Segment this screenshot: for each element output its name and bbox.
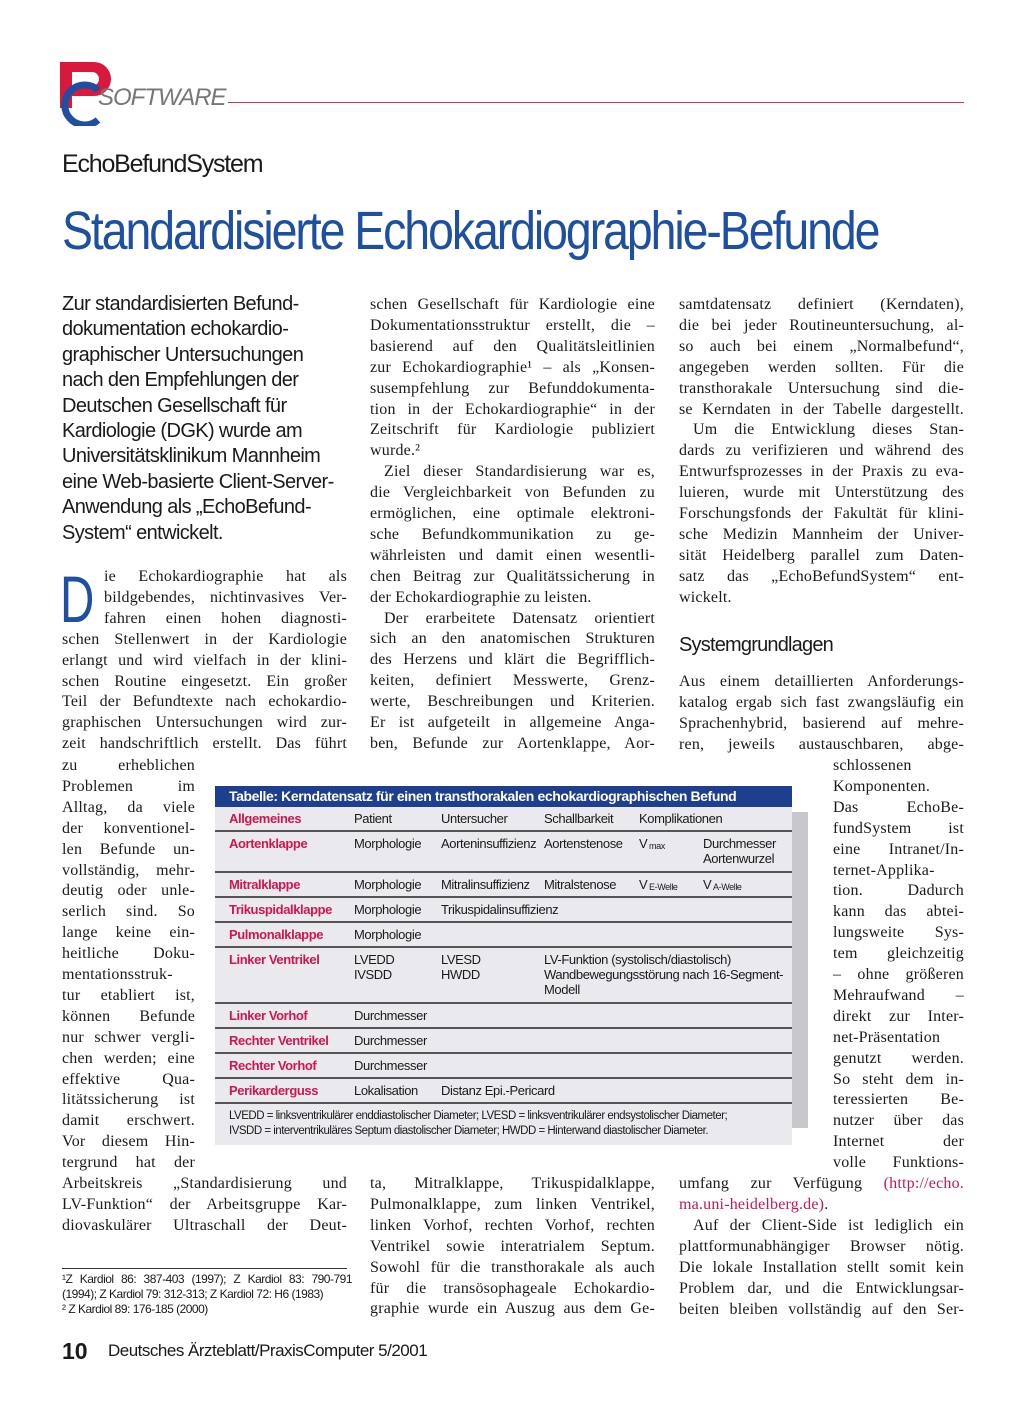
text-line: beiten bleiben vollständig auf den Ser- [679,1300,964,1318]
text-line: schen Stellenwert in der Kardiologie [62,630,347,648]
text-line: direkt zur Inter- [833,1007,964,1025]
text-line: Sprachenhybrid, basierend auf mehre- [679,714,964,732]
section-heading: Systemgrundlagen [679,634,833,656]
text-line: für die transösophageale Echokardio- [370,1279,655,1297]
text-line: tion. Dadurch [833,882,964,900]
text-line: linken Vorhof, rechten Vorhof, rechten [370,1216,655,1234]
text-line: ternet-Applika- [833,861,935,879]
text-line: zu erheblichen [62,757,195,774]
table-row [215,1054,792,1079]
table-title: Tabelle: Kerndatensatz für einen transthorakalen echokardiographischen Befund [215,786,792,807]
row-label: Mitralklappe [229,877,301,892]
table-legend [215,1104,792,1145]
text-line: sich an den anatomischen Strukturen [370,630,655,648]
text-line: tem gleichzeitig [833,945,964,963]
table-cell: Morphologie [354,927,422,942]
table-row [215,1029,792,1054]
table-cell: LVEDD [354,952,395,967]
table-row [215,1004,792,1029]
text-line: diovaskulärer Ultraschall der Deut- [62,1216,347,1234]
core-data-table [215,786,792,1145]
text-line: ermöglichen, eine optimale elektroni- [370,505,655,522]
text-line: ben, Befunde zur Aortenklappe, Aor- [370,734,655,752]
table-cell: Distanz Epi.-Pericard [441,1083,555,1098]
row-label: Linker Ventrikel [229,952,320,967]
table-cell: Durchmesser [354,1058,427,1073]
text-line: vollständig, mehr- [62,861,195,879]
table-cell: Wandbewegungsstörung nach 16-Segment- [544,967,784,982]
row-label: Rechter Vorhof [229,1058,317,1073]
text-line: nur schwer vergli- [62,1028,195,1046]
text-line: ie Echokardiographie hat als [104,568,347,585]
lead-line: eine Web-basierte Client-Server- [62,470,334,493]
text-line: mentationsstruk- [62,966,173,983]
text-line: Er ist aufgeteilt in allgemeine Anga- [370,714,655,731]
table-cell: Morphologie [354,877,422,892]
text-line: net-Präsentation [833,1028,941,1046]
text-line: Alltag, da viele [62,798,195,816]
text-line: Entwurfsprozesses in der Praxis zu eva- [679,463,964,481]
text-line: währleisten und damit einen wesentli- [370,546,655,564]
row-label: Trikuspidalklappe [229,902,333,917]
table-cell: Morphologie [354,836,422,851]
text-line: len Befunde un- [62,840,195,858]
article-kicker: EchoBefundSystem [62,150,263,178]
text-line: Internet der [833,1133,964,1151]
text-line: ren, jeweils austauschbaren, abge- [679,735,964,753]
text-line: luieren, wurde mit Unterstützung des [679,484,964,502]
text-line: basierend auf den Qualitätsleitlinien [370,337,655,355]
text-line: schlossenen [833,757,912,774]
footnote-rule [62,1268,347,1269]
row-label: Pulmonalklappe [229,927,324,942]
text-line: chen Beitrag zur Qualitätssicherung in [370,567,655,585]
text-line: Pulmonalklappe, zum linken Ventrikel, [370,1195,655,1213]
text-line: eine Intranet/In- [833,840,964,858]
text-line: Problem dar, und die Entwicklungsar- [679,1279,964,1297]
website-link-cont[interactable]: ma.uni-heidelberg.de) [679,1196,825,1213]
page-number: 10 [62,1338,88,1364]
website-link[interactable]: (http://echo. [883,1175,964,1192]
text-line: Mehraufwand – [833,986,964,1004]
text-line: sität Heidelberg parallel zum Daten- [679,546,964,564]
text-line: Sowohl für die transthorakale als auch [370,1258,655,1276]
text-line: Forschungsfonds der Fakultät für klini- [679,505,964,522]
table-cell: V [703,877,712,892]
table-cell: IVSDD [354,967,392,982]
table-cell: V [639,877,648,892]
text-line: wurde.² [370,442,421,460]
lead-line: nach den Empfehlungen der [62,369,299,392]
text-line: Ventrikel sowie interatrialem Septum. [370,1237,655,1255]
text-line: Aus einem detaillierten Anforderungs- [679,673,964,690]
text-line: samtdatensatz definiert (Kerndaten), [679,296,964,313]
table-cell: Lokalisation [354,1083,418,1098]
text-line: litätssicherung ist [62,1091,195,1109]
table-cell: Trikuspidalinsuffizienz [441,902,559,917]
text-line-link2 [679,1195,964,1215]
text-line: Um die Entwicklung dieses Stan- [693,421,964,439]
text-line: graphie wurde ein Auszug aus dem Ge- [370,1300,655,1318]
footnote-2: ² Z Kardiol 89: 176-185 (2000) [62,1302,208,1316]
text-line: erlangt und wird vielfach in der klini- [62,651,347,669]
table-cell: HWDD [441,967,480,982]
text-line: Zeitschrift für Kardiologie publiziert [370,421,655,439]
drop-cap: D [60,562,95,636]
text-line: schen Gesellschaft für Kardiologie eine [370,296,655,313]
text-line: chen werden; eine [62,1049,195,1067]
text-line: heitliche Doku- [62,945,195,963]
table-row [215,807,792,832]
table-row [215,898,792,923]
table-cell: LV-Funktion (systolisch/diastolisch) [544,952,731,967]
text-line: zeit handschriftlich erstellt. Das führt [62,735,347,753]
table-row [215,832,792,873]
lead-line: graphischer Untersuchungen [62,343,304,366]
text-line: LV-Funktion“ der Arbeitsgruppe Kar- [62,1195,347,1213]
text-line: effektive Qua- [62,1070,195,1088]
text-line: keiten, definiert Messwerte, Grenz- [370,672,655,690]
table-cell: Durchmesser [354,1033,427,1048]
text-line: deutig oder unle- [62,882,195,900]
table-cell: Morphologie [354,902,422,917]
table-cell: Durchmesser [354,1008,427,1023]
table-cell: Durchmesser Aortenwurzel [703,836,776,866]
text-line: teressierten Be- [833,1091,964,1109]
table-legend-line: LVEDD = linksventrikulärer enddiastolischer Diameter; LVESD = linksventrikulärer endsystolischer Diameter; [229,1110,728,1122]
text-line: Komponenten. [833,777,931,795]
footnotes [62,1272,352,1317]
text-line: genutzt werden. [833,1049,964,1067]
text-line: volle Funktions- [833,1154,964,1172]
row-label: Rechter Ventrikel [229,1033,329,1048]
table-cell: V [639,836,648,851]
table-row [215,873,792,898]
text-line: damit erschwert. [62,1112,195,1130]
text-line: des Herzens und klärt die Begrifflich- [370,651,655,669]
table-row [215,1079,792,1104]
article-title: Standardisierte Echokardiographie-Befunde [62,201,879,261]
table-cell: Modell [544,982,580,997]
text-line: tur etabliert ist, [62,986,195,1004]
text-line: die Vergleichbarkeit von Befunden zu [370,484,655,502]
table-row [215,923,792,948]
text-line: angegeben werden sollten. Für die [679,358,964,376]
text-line: nutzer über das [833,1112,964,1130]
text-line: wickelt. [679,588,732,606]
text: . [824,1196,829,1213]
text-line: So steht dem in- [833,1070,964,1088]
text-line: ta, Mitralklappe, Trikuspidalklappe, [370,1175,655,1192]
text-line: Dokumentationsstruktur erstellt, die – [370,316,655,334]
text-line: sche Befundkommunikation zu ge- [370,525,655,543]
table-legend-line: IVSDD = interventrikuläres Septum diastolischer Diameter; HWDD = Hinterwand diastolischer Diameter. [229,1125,709,1137]
text-line: Der erarbeitete Datensatz orientiert [384,609,655,627]
table-cell: Mitralstenose [544,877,617,892]
text-line: Die lokale Installation stellt somit kein [679,1258,964,1276]
table-cell: Mitralinsuffizienz [441,877,530,892]
text-line: der konventionel- [62,819,195,837]
article-lead [62,292,362,546]
text-line: Ziel dieser Standardisierung war es, [384,463,655,481]
table-cell: max [649,841,665,851]
text-line: Problemen im [62,777,195,795]
text-line: lungsweite Sys- [833,924,964,942]
row-label: Perikarderguss [229,1083,319,1098]
section-label: SOFTWARE [98,84,226,111]
text-line: Arbeitskreis „Standardisierung und [62,1175,347,1192]
text-line: Das EchoBe- [833,798,964,816]
text: umfang zur Verfügung [679,1175,884,1192]
text-line: transthorakale Untersuchung sind die- [679,379,964,397]
text-line: – ohne größeren [833,966,964,983]
text-line: kann das abtei- [833,903,964,921]
text-line: Teil der Befundtexte nach echokardio- [62,693,347,711]
text-line: lange keine ein- [62,924,195,942]
table-cell: Untersucher [441,811,508,826]
text-line: susempfehlung zur Befunddokumenta- [370,379,655,397]
footnote-1: ¹Z Kardiol 86: 387-403 (1997); Z Kardiol 83: 790-791 (1994); Z Kardiol 79: 312-313; Z Kardiol 72: H6 (1983) [62,1272,352,1301]
text-line: se Kerndaten in der Tabelle dargestellt. [679,400,964,418]
lead-line: Kardiologie (DGK) wurde am [62,420,303,443]
lead-line: System“ entwickelt. [62,521,223,544]
text-line-link [679,1174,964,1194]
table-cell: Patient [354,811,392,826]
text-line: katalog ergab sich fast zwangsläufig ein [679,693,964,711]
text-line: tergrund hat der [62,1154,195,1172]
text-line: bildgebendes, nichtinvasives Ver- [104,588,347,606]
table-cell: Aortenstenose [544,836,623,851]
text-line: Vor diesem Hin- [62,1133,195,1151]
text-line: serlich sind. So [62,903,195,921]
text-line: dards zu verifizieren und während des [679,442,964,460]
table-row [215,948,792,1004]
text-line: plattformunabhängiger Browser nötig. [679,1237,964,1255]
text-line: tion in der Echokardiographie“ in der [370,400,655,418]
table-cell: E-Welle [649,882,678,892]
table-cell: A-Welle [713,882,742,892]
text-line: graphischen Untersuchungen wird zur- [62,714,347,732]
lead-line: Deutschen Gesellschaft für [62,394,287,417]
text-line: können Befunde [62,1007,195,1025]
text-line: fundSystem ist [833,819,964,837]
text-line: zur Echokardiographie¹ – als „Konsen- [370,358,655,376]
text-line: der Echokardiographie zu leisten. [370,588,592,606]
row-label: Linker Vorhof [229,1008,308,1023]
row-label: Allgemeines [229,811,302,826]
table-cell: Aorteninsuffizienz [441,836,537,851]
text-line: die bei jeder Routineuntersuchung, al- [679,316,964,334]
journal-name: Deutsches Ärzteblatt/PraxisComputer 5/2001 [108,1341,428,1360]
lead-line: Universitätsklinikum Mannheim [62,445,321,468]
text-line: werte, Beschreibungen und Kriterien. [370,693,655,711]
text-line: schen Routine eingesetzt. Ein großer [62,672,347,690]
header-rule [228,102,964,103]
text-line: so auch bei einem „Normalbefund“, [679,337,964,355]
table-cell: LVESD [441,952,481,967]
lead-line: dokumentation echokardio- [62,318,289,341]
table-cell: Schallbarkeit [544,811,614,826]
text-line: fahren einen hohen diagnosti- [104,609,347,627]
text-line: Auf der Client-Side ist lediglich ein [693,1217,964,1234]
text-line: sche Medizin Mannheim der Univer- [679,525,964,543]
lead-line: Zur standardisierten Befund- [62,293,299,315]
text-line: satz das „EchoBefundSystem“ ent- [679,567,964,585]
row-label: Aortenklappe [229,836,308,851]
lead-line: Anwendung als „EchoBefund- [62,496,312,519]
table-cell: Komplikationen [639,811,723,826]
